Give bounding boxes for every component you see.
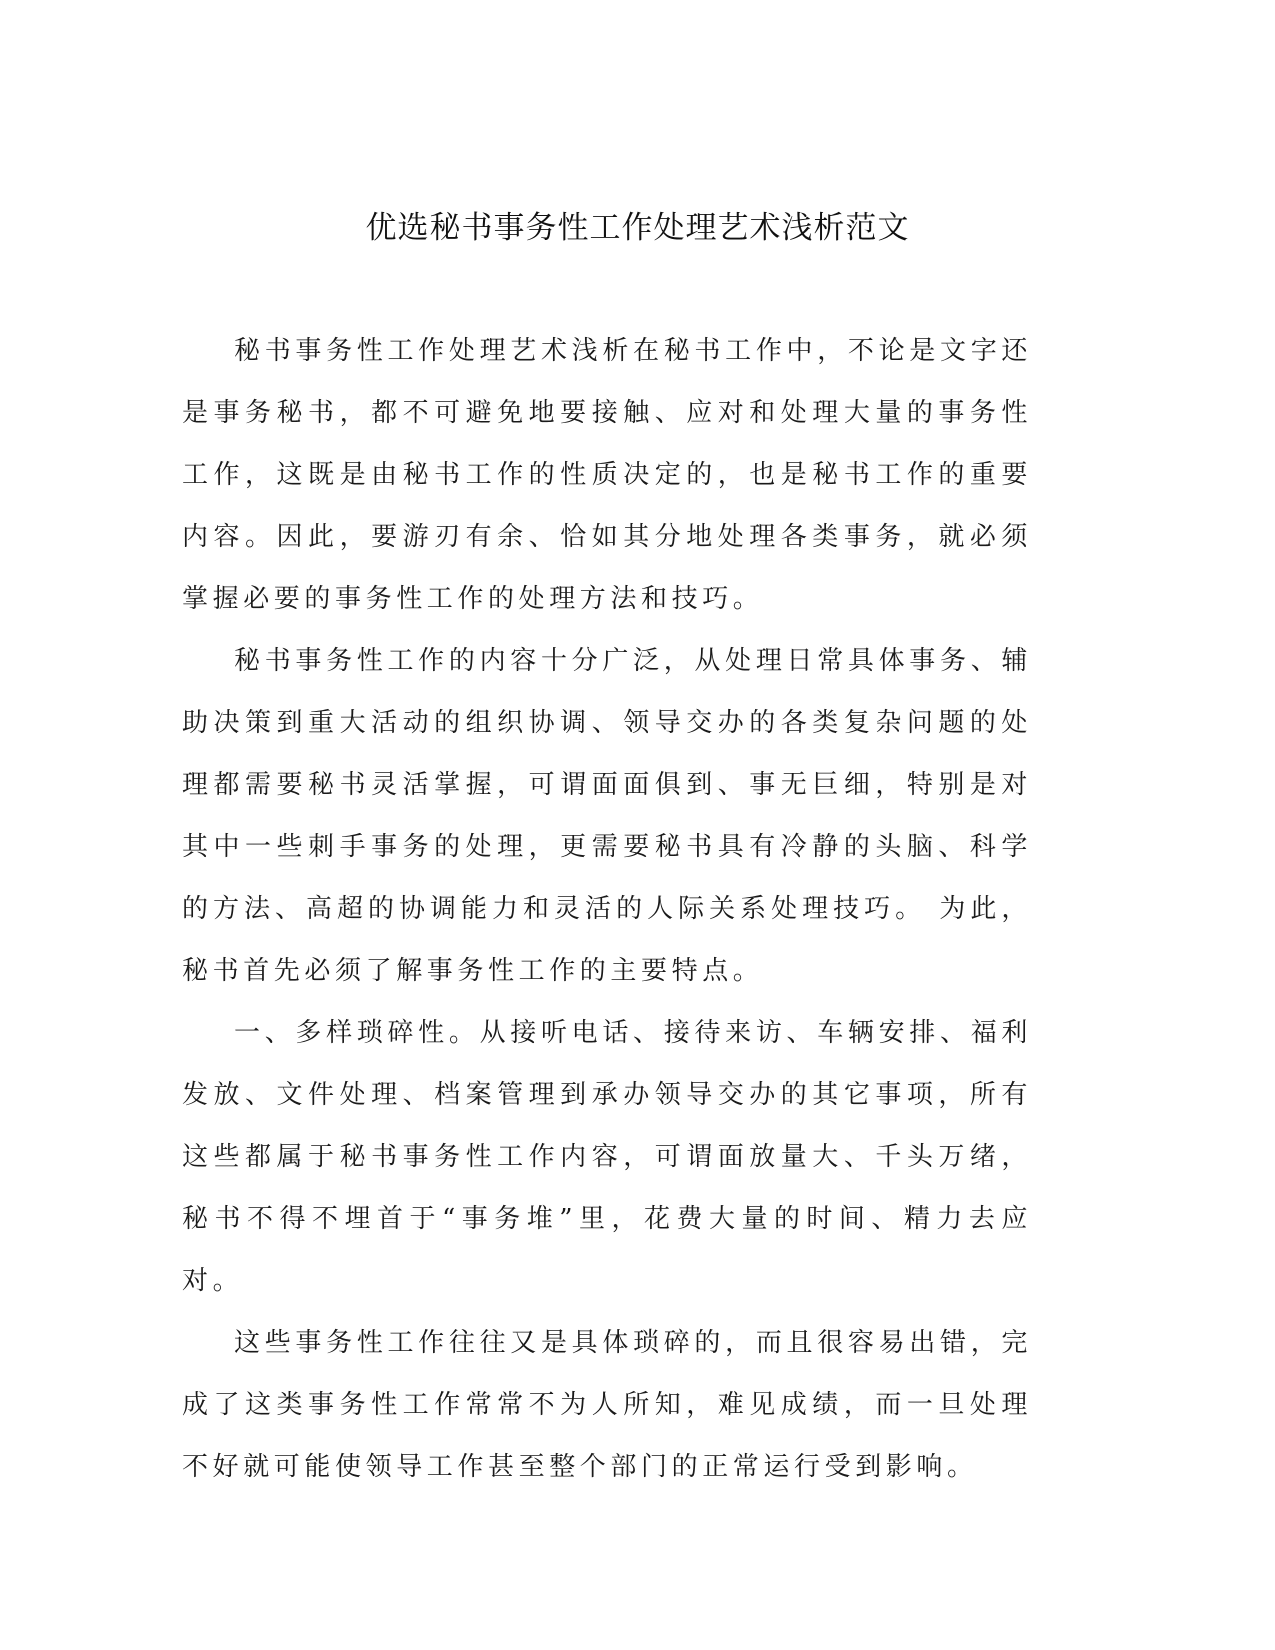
- paragraph-3: 一、多样琐碎性。从接听电话、接待来访、车辆安排、福利发放、文件处理、档案管理到承办领导交办的其它事项，所有这些都属于秘书事务性工作内容，可谓面放量大、千头万绪，秘书不得不埋首于“事务堆”里，花费大量的时间、精力去应对。: [182, 1018, 1032, 1296]
- document-title: 优选秘书事务性工作处理艺术浅析范文: [365, 210, 910, 246]
- paragraph-2: 秘书事务性工作的内容十分广泛，从处理日常具体事务、辅助决策到重大活动的组织协调、领导交办的各类复杂问题的处理都需要秘书灵活掌握，可谓面面俱到、事无巨细，特别是对其中一些刺手事务的处理，更需要秘书具有冷静的头脑、科学的方法、高超的协调能力和灵活的人际关系处理技巧。 为此，秘书首先必须了解事务性工作的主要特点。: [182, 646, 1032, 986]
- paragraph-4: 这些事务性工作往往又是具体琐碎的，而且很容易出错，完成了这类事务性工作常常不为人所知，难见成绩，而一旦处理不好就可能使领导工作甚至整个部门的正常运行受到影响。: [182, 1328, 1032, 1482]
- document-body: [182, 320, 1032, 1498]
- paragraph-1: 秘书事务性工作处理艺术浅析在秘书工作中，不论是文字还是事务秘书，都不可避免地要接触、应对和处理大量的事务性工作，这既是由秘书工作的性质决定的，也是秘书工作的重要内容。因此，要游刃有余、恰如其分地处理各类事务，就必须掌握必要的事务性工作的处理方法和技巧。: [182, 336, 1032, 614]
